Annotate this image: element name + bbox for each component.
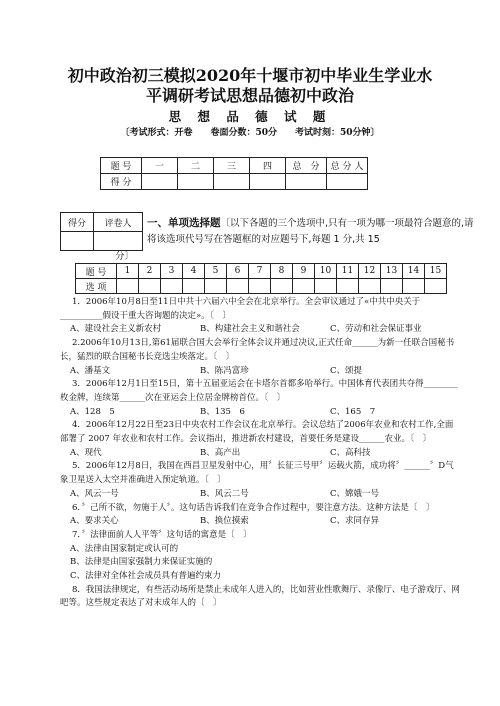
score-row-label: 得 分 [101,174,142,190]
answer-header-cell: 8 [271,264,293,279]
question-options [60,406,460,420]
section-heading: 一、单项选择题 [147,217,221,229]
answer-header-cell: 6 [227,264,249,279]
answer-header-cell: 15 [425,264,447,279]
score-header-cell: 一 [142,158,178,174]
answer-cell [381,279,403,294]
answer-cell [161,279,183,294]
option-c: C、嫦娥一号 [330,488,380,499]
answer-header-cell: 12 [359,264,381,279]
question-options [60,515,460,529]
option-b: B、陈冯富珍 [200,365,249,376]
question-1 [60,296,460,337]
option-c: C、高科技 [330,447,371,458]
answer-cell [425,279,447,294]
section-header [147,215,482,248]
option-a: A、建设社会主义新农村 [70,324,162,335]
grader-score-label: 得分 [61,213,94,232]
question-text: 2.2006年10月13日,第61届联合国大会举行全体会议并通过决议,正式任命______为新一任联合国秘书长，猛烈的联合国秘书长竞选尘埃落定。〔 〕 [60,338,455,362]
option-b: B、风云二号 [200,488,249,499]
question-text: 1．2006年10月8日至11日中共十六届六中全会在北京举行。全会审议通过了«中共中央关于__________假设干重大咨询题的决定»。〔 〕 [60,297,421,321]
answer-header-cell: 3 [161,264,183,279]
question-2 [60,337,460,378]
section-instruction: 〔以下各题的三个选项中,只有一项为哪一项最符合题意的,请将该选项代号写在答题框的对应题号下,每题 1 分,共 15 [147,218,474,245]
answer-header-cell: 14 [403,264,425,279]
page-title-line2: 平调研考试思想品德初中政治 [145,86,354,105]
answer-header-cell: 11 [337,264,359,279]
score-header-label: 题 号 [101,158,142,174]
answer-header-cell: 13 [381,264,403,279]
answer-cell [117,279,139,294]
answer-row-label: 选 项 [76,279,117,294]
answer-cell [315,279,337,294]
answer-table [75,263,447,294]
question-text: 4．2006年12月22日至23日中央农村工作会议在北京举行。会议总结了2006年农业和农村工作,全面部署了 2007 年农业和农村工作。会议指出，推进新农村建设，首要任务是建设______农业。〔 〕 [60,420,454,445]
score-header-cell: 总 分 [286,158,327,174]
option-b: B、构建社会主义和谐社会 [200,324,300,335]
option-a: A、现代 [70,447,102,458]
score-cell [142,174,178,190]
answer-header-cell: 9 [293,264,315,279]
grader-score-cell [61,232,94,251]
answer-header-cell: 10 [315,264,337,279]
score-cell [214,174,250,190]
question-text: 3．2006年12月1日至15日，第十五届亚运会在卡塔尔首都多哈举行。中国体育代表团共夺得________枚金牌，连续第______次在亚运会上位居金牌榜首位。〔 〕 [60,379,458,403]
question-4 [60,419,460,460]
answer-cell [271,279,293,294]
grader-table [60,212,143,251]
question-text: 8．我国法律规定，有些活动场所是禁止未成年人进入的，比如营业性歌舞厅、录像厅、电子游戏厅、网吧等。这些规定表达了对未成年人的〔 〕 [60,584,460,609]
answer-cell [249,279,271,294]
score-header-cell: 三 [214,158,250,174]
option-c: C、法律对全体社会成员具有普遍约束力 [70,571,222,582]
answer-cell [227,279,249,294]
option-b: B、135 6 [200,406,245,417]
score-table [100,157,368,190]
answer-cell [183,279,205,294]
option-c: C、165 7 [330,406,376,417]
option-c: C、求同存异 [330,516,380,527]
score-header-cell: 四 [250,158,286,174]
answer-cell [403,279,425,294]
question-list [60,296,460,611]
question-options [60,488,460,502]
option-b: B、高产出 [200,447,241,458]
answer-header-cell: 1 [117,264,139,279]
answer-header-cell: 2 [139,264,161,279]
option-b: B、换位摸索 [200,516,249,527]
option-c: C、颂提 [330,365,363,376]
question-options [60,447,460,461]
option-a: A、风云一号 [70,488,119,499]
option-a: A、128 5 [70,406,115,417]
question-options [60,365,460,379]
option-c: C、劳动和社会保证事业 [330,324,422,335]
grader-name-label: 评卷人 [94,213,143,232]
question-text: 7．〞法律面前人人平等〞这句话的寓意是〔 〕 [72,529,252,540]
answer-cell [337,279,359,294]
answer-header-cell: 5 [205,264,227,279]
subject-title: 思 想 品 德 试 题 [168,109,332,124]
answer-cell [139,279,161,294]
answer-cell [205,279,227,294]
question-7 [60,529,460,584]
answer-header-cell: 4 [183,264,205,279]
answer-cell [293,279,315,294]
page-title: 初中政治初三模拟2020年十堰市初中毕业生学业水 [67,66,433,85]
option-a: A、要求关心 [70,516,119,527]
question-3 [60,378,460,419]
score-cell [250,174,286,190]
question-8 [60,584,460,611]
score-header-cell: 二 [178,158,214,174]
score-cell [286,174,327,190]
question-text: 6．〞己所不欲，勿施于人〞。这句话告诉我们在竞争合作过程中，要注意方法。这种方法是〔 〕 [72,502,435,513]
option-a: A、潘基文 [70,365,111,376]
exam-meta: 〔考试形式：开卷 卷面分数：50分 考试时刻：50分钟〕 [120,128,380,138]
score-cell [178,174,214,190]
question-options [60,323,460,337]
score-cell [327,174,368,190]
option-a: A、法律由国家制定或认可的 [70,543,179,554]
answer-header-label: 题 号 [76,264,117,279]
section-instruction-end: 分〕 [115,251,135,262]
question-text: 5．2006年12月8日，我国在西昌卫星发射中心，用〞长征三号甲〞运载火箭，成功将〞______〞D气象卫星送入太空并准确进入预定轨道。〔 〕 [60,461,454,486]
question-5 [60,460,460,501]
answer-header-cell: 7 [249,264,271,279]
score-header-cell: 总 分 人 [327,158,368,174]
question-6 [60,502,460,529]
option-b: B、法律是由国家强制力来保证实施的 [70,557,213,568]
answer-cell [359,279,381,294]
